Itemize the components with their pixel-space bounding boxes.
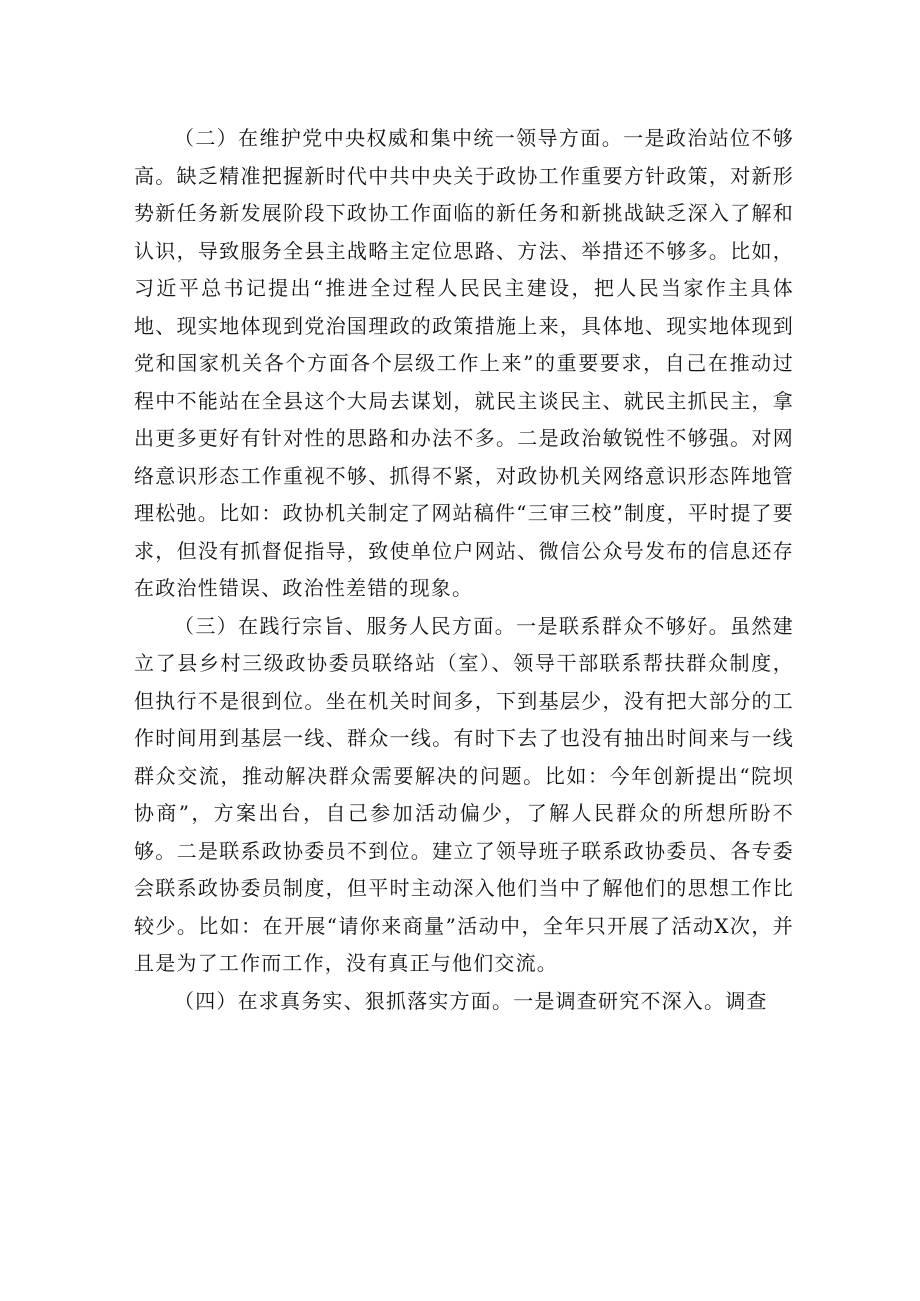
document-body (134, 120, 794, 1020)
paragraph-section-two: （二）在维护党中央权威和集中统一领导方面。一是政治站位不够高。缺乏精准把握新时代中共中央关于政协工作重要方针政策，对新形势新任务新发展阶段下政协工作面临的新任务和新挑战缺乏深入了解和认识，导致服务全县主战略主定位思路、方法、举措还不够多。比如，习近平总书记提出“推进全过程人民民主建设，把人民当家作主具体地、现实地体现到党治国理政的政策措施上来，具体地、现实地体现到党和国家机关各个方面各个层级工作上来”的重要要求，自己在推动过程中不能站在全县这个大局去谋划，就民主谈民主、就民主抓民主，拿出更多更好有针对性的思路和办法不多。二是政治敏锐性不够强。对网络意识形态工作重视不够、抓得不紧，对政协机关网络意识形态阵地管理松弛。比如：政协机关制定了网站稿件“三审三校”制度，平时提了要求，但没有抓督促指导，致使单位户网站、微信公众号发布的信息还存在政治性错误、政治性差错的现象。 (134, 126, 794, 600)
paragraph-section-four: （四）在求真务实、狠抓落实方面。一是调查研究不深入。调查 (174, 988, 768, 1013)
paragraph-section-three: （三）在践行宗旨、服务人民方面。一是联系群众不够好。虽然建立了县乡村三级政协委员联络站（室）、领导干部联系帮扶群众制度，但执行不是很到位。坐在机关时间多，下到基层少，没有把大部分的工作时间用到基层一线、群众一线。有时下去了也没有抽出时间来与一线群众交流，推动解决群众需要解决的问题。比如：今年创新提出“院坝协商”，方案出台，自己参加活动偏少，了解人民群众的所想所盼不够。二是联系政协委员不到位。建立了领导班子联系政协委员、各专委会联系政协委员制度，但平时主动深入他们当中了解他们的思想工作比较少。比如：在开展“请你来商量”活动中，全年只开展了活动X次，并且是为了工作而工作，没有真正与他们交流。 (134, 613, 794, 975)
